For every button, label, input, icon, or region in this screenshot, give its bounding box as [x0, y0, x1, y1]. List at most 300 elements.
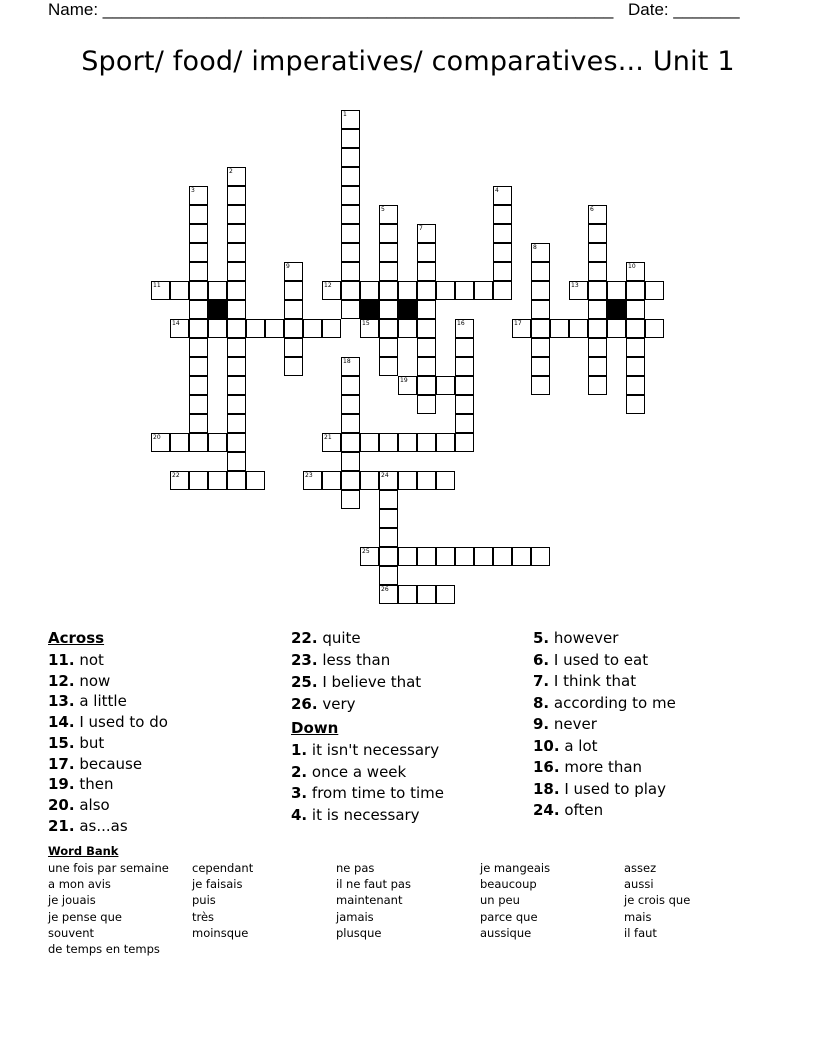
- word-bank-item: parce que: [480, 909, 538, 924]
- grid-cell[interactable]: [588, 243, 607, 262]
- blocked-cell: [398, 300, 417, 319]
- grid-cell[interactable]: [189, 376, 208, 395]
- clue-text: never: [549, 715, 597, 733]
- grid-cell[interactable]: [227, 357, 246, 376]
- grid-cell[interactable]: [227, 205, 246, 224]
- grid-cell[interactable]: [284, 262, 303, 281]
- clue-number: 13.: [48, 692, 75, 711]
- grid-cell[interactable]: [417, 262, 436, 281]
- grid-cell[interactable]: [417, 319, 436, 338]
- cell-number: 15: [362, 320, 370, 327]
- grid-cell[interactable]: [360, 281, 379, 300]
- grid-cell[interactable]: [379, 281, 398, 300]
- grid-cell[interactable]: [436, 433, 455, 452]
- grid-cell[interactable]: [398, 433, 417, 452]
- grid-cell[interactable]: [227, 243, 246, 262]
- grid-cell[interactable]: [379, 300, 398, 319]
- clue-text: as...as: [74, 816, 128, 835]
- clue-item: [533, 651, 648, 669]
- grid-cell[interactable]: [284, 319, 303, 338]
- clue-text: it is necessary: [307, 805, 420, 824]
- grid-cell[interactable]: [341, 148, 360, 167]
- clue-item: [533, 672, 636, 690]
- word-bank-item: je faisais: [192, 877, 243, 892]
- grid-cell[interactable]: [588, 205, 607, 224]
- grid-cell[interactable]: [379, 205, 398, 224]
- grid-cell[interactable]: [607, 319, 626, 338]
- clue-text: a little: [74, 692, 127, 711]
- word-bank-item: souvent: [48, 925, 94, 940]
- grid-cell[interactable]: [493, 281, 512, 300]
- grid-cell[interactable]: [417, 585, 436, 604]
- grid-cell[interactable]: [531, 357, 550, 376]
- grid-cell[interactable]: [588, 338, 607, 357]
- grid-cell[interactable]: [189, 433, 208, 452]
- clue-item: [533, 715, 597, 733]
- clue-item: [533, 694, 676, 712]
- grid-cell[interactable]: [531, 338, 550, 357]
- clue-item: [533, 629, 618, 647]
- grid-cell[interactable]: [189, 186, 208, 205]
- word-bank-item: maintenant: [336, 893, 403, 908]
- clue-item: [48, 672, 110, 690]
- grid-cell[interactable]: [189, 224, 208, 243]
- cell-number: 18: [343, 358, 351, 365]
- grid-cell[interactable]: [626, 338, 645, 357]
- grid-cell[interactable]: [322, 281, 341, 300]
- grid-cell[interactable]: [322, 471, 341, 490]
- grid-cell[interactable]: [341, 452, 360, 471]
- grid-cell[interactable]: [455, 433, 474, 452]
- grid-cell[interactable]: [455, 338, 474, 357]
- clue-number: 22.: [291, 629, 318, 647]
- grid-cell[interactable]: [436, 281, 455, 300]
- grid-cell[interactable]: [474, 281, 493, 300]
- grid-cell[interactable]: [531, 547, 550, 566]
- clue-item: [533, 780, 666, 798]
- grid-cell[interactable]: [341, 281, 360, 300]
- clue-number: 2.: [291, 762, 308, 781]
- cell-number: 20: [153, 434, 161, 441]
- grid-cell[interactable]: [588, 281, 607, 300]
- clue-item: [533, 801, 603, 819]
- grid-cell[interactable]: [379, 509, 398, 528]
- grid-cell[interactable]: [493, 186, 512, 205]
- word-bank-item: il ne faut pas: [336, 877, 411, 892]
- clue-number: 4.: [291, 805, 308, 824]
- grid-cell[interactable]: [455, 376, 474, 395]
- grid-cell[interactable]: [227, 262, 246, 281]
- grid-cell[interactable]: [645, 319, 664, 338]
- grid-cell[interactable]: [227, 338, 246, 357]
- grid-cell[interactable]: [398, 281, 417, 300]
- grid-cell[interactable]: [189, 414, 208, 433]
- grid-cell[interactable]: [284, 281, 303, 300]
- clue-number: 12.: [48, 671, 75, 690]
- grid-cell[interactable]: [360, 471, 379, 490]
- cell-number: 11: [153, 282, 161, 289]
- grid-cell[interactable]: [189, 205, 208, 224]
- clue-number: 7.: [533, 672, 550, 690]
- grid-cell[interactable]: [531, 300, 550, 319]
- grid-cell[interactable]: [189, 395, 208, 414]
- date-field[interactable]: Date: _______: [628, 0, 740, 19]
- clue-text: but: [74, 733, 105, 752]
- grid-cell[interactable]: [531, 376, 550, 395]
- grid-cell[interactable]: [322, 433, 341, 452]
- cell-number: 8: [533, 244, 537, 251]
- clue-item: [291, 784, 444, 802]
- word-bank-item: de temps en temps: [48, 942, 160, 956]
- clue-item: [533, 758, 642, 776]
- clue-number: 24.: [533, 801, 560, 819]
- clue-text: it isn't necessary: [307, 741, 440, 759]
- clue-text: I believe that: [317, 673, 422, 691]
- grid-cell[interactable]: [341, 167, 360, 186]
- grid-cell[interactable]: [170, 433, 189, 452]
- clue-text: according to me: [549, 693, 676, 712]
- grid-cell[interactable]: [417, 224, 436, 243]
- grid-cell[interactable]: [379, 547, 398, 566]
- cell-number: 1: [343, 111, 347, 118]
- grid-cell[interactable]: [341, 205, 360, 224]
- grid-cell[interactable]: [474, 547, 493, 566]
- grid-cell[interactable]: [455, 357, 474, 376]
- clue-item: [48, 651, 104, 669]
- clue-item: [48, 796, 110, 814]
- grid-cell[interactable]: [227, 319, 246, 338]
- grid-cell[interactable]: [379, 224, 398, 243]
- cell-number: 2: [229, 168, 233, 175]
- grid-cell[interactable]: [227, 452, 246, 471]
- clue-text: because: [74, 754, 143, 773]
- grid-cell[interactable]: [189, 319, 208, 338]
- cell-number: 22: [172, 472, 180, 479]
- clue-text: I think that: [549, 672, 637, 690]
- grid-cell[interactable]: [341, 224, 360, 243]
- clue-item: [48, 817, 128, 835]
- cell-number: 12: [324, 282, 332, 289]
- grid-cell[interactable]: [303, 471, 322, 490]
- grid-cell[interactable]: [417, 243, 436, 262]
- grid-cell[interactable]: [512, 319, 531, 338]
- clue-number: 15.: [48, 733, 75, 752]
- grid-cell[interactable]: [170, 281, 189, 300]
- grid-cell[interactable]: [455, 281, 474, 300]
- grid-cell[interactable]: [341, 243, 360, 262]
- grid-cell[interactable]: [341, 110, 360, 129]
- clue-item: [533, 737, 598, 755]
- clue-number: 8.: [533, 693, 550, 712]
- grid-cell[interactable]: [189, 471, 208, 490]
- clue-number: 23.: [291, 651, 318, 669]
- grid-cell[interactable]: [588, 262, 607, 281]
- grid-cell[interactable]: [417, 357, 436, 376]
- cell-number: 3: [191, 187, 195, 194]
- clue-number: 5.: [533, 629, 550, 647]
- grid-cell[interactable]: [493, 205, 512, 224]
- grid-cell[interactable]: [493, 243, 512, 262]
- cell-number: 26: [381, 586, 389, 593]
- grid-cell[interactable]: [455, 395, 474, 414]
- grid-cell[interactable]: [379, 528, 398, 547]
- grid-cell[interactable]: [398, 471, 417, 490]
- grid-cell[interactable]: [246, 471, 265, 490]
- grid-cell[interactable]: [208, 319, 227, 338]
- grid-cell[interactable]: [379, 433, 398, 452]
- word-bank-item: je mangeais: [480, 861, 551, 875]
- clue-item: [291, 651, 390, 669]
- clue-text: I used to eat: [549, 650, 649, 669]
- clue-number: 17.: [48, 754, 75, 773]
- clue-number: 26.: [291, 695, 318, 713]
- grid-cell[interactable]: [588, 319, 607, 338]
- clue-text: less than: [317, 651, 391, 669]
- blocked-cell: [360, 300, 379, 319]
- grid-cell[interactable]: [360, 319, 379, 338]
- word-bank-item: un peu: [480, 893, 520, 908]
- word-bank-item: il faut: [624, 925, 657, 940]
- grid-cell[interactable]: [417, 547, 436, 566]
- grid-cell[interactable]: [151, 433, 170, 452]
- grid-cell[interactable]: [341, 490, 360, 509]
- clue-number: 16.: [533, 758, 560, 776]
- grid-cell[interactable]: [341, 376, 360, 395]
- clue-item: [48, 692, 127, 710]
- grid-cell[interactable]: [417, 471, 436, 490]
- grid-cell[interactable]: [208, 433, 227, 452]
- cell-number: 4: [495, 187, 499, 194]
- grid-cell[interactable]: [626, 300, 645, 319]
- grid-cell[interactable]: [417, 338, 436, 357]
- grid-cell[interactable]: [493, 547, 512, 566]
- grid-cell[interactable]: [360, 433, 379, 452]
- clue-text: very: [317, 695, 356, 713]
- grid-cell[interactable]: [341, 300, 360, 319]
- cell-number: 24: [381, 472, 389, 479]
- grid-cell[interactable]: [398, 585, 417, 604]
- word-bank-item: ne pas: [336, 861, 375, 875]
- grid-cell[interactable]: [379, 490, 398, 509]
- grid-cell[interactable]: [341, 357, 360, 376]
- grid-cell[interactable]: [379, 566, 398, 585]
- grid-cell[interactable]: [379, 319, 398, 338]
- grid-cell[interactable]: [417, 433, 436, 452]
- grid-cell[interactable]: [151, 281, 170, 300]
- grid-cell[interactable]: [284, 300, 303, 319]
- clue-text: a lot: [559, 736, 598, 755]
- grid-cell[interactable]: [588, 224, 607, 243]
- grid-cell[interactable]: [189, 300, 208, 319]
- grid-cell[interactable]: [208, 281, 227, 300]
- clue-item: [291, 806, 420, 824]
- grid-cell[interactable]: [417, 281, 436, 300]
- grid-cell[interactable]: [379, 585, 398, 604]
- word-bank-item: plusque: [336, 925, 382, 940]
- word-bank-item: assez: [624, 861, 657, 875]
- clue-number: 21.: [48, 816, 75, 835]
- grid-cell[interactable]: [417, 300, 436, 319]
- grid-cell[interactable]: [455, 319, 474, 338]
- cell-number: 14: [172, 320, 180, 327]
- grid-cell[interactable]: [398, 319, 417, 338]
- grid-cell[interactable]: [569, 319, 588, 338]
- grid-cell[interactable]: [379, 338, 398, 357]
- grid-cell[interactable]: [379, 262, 398, 281]
- grid-cell[interactable]: [189, 243, 208, 262]
- grid-cell[interactable]: [531, 319, 550, 338]
- grid-cell[interactable]: [379, 357, 398, 376]
- grid-cell[interactable]: [227, 300, 246, 319]
- grid-cell[interactable]: [170, 471, 189, 490]
- grid-cell[interactable]: [588, 300, 607, 319]
- clue-item: [291, 763, 406, 781]
- word-bank-item: je jouais: [48, 893, 96, 908]
- grid-cell[interactable]: [626, 262, 645, 281]
- grid-cell[interactable]: [436, 471, 455, 490]
- name-field[interactable]: Name: ______________________________________________________: [48, 0, 614, 19]
- word-bank-item: a mon avis: [48, 877, 111, 892]
- clue-text: more than: [559, 758, 643, 776]
- grid-cell[interactable]: [284, 357, 303, 376]
- grid-cell[interactable]: [265, 319, 284, 338]
- grid-cell[interactable]: [607, 281, 626, 300]
- clue-number: 18.: [533, 779, 560, 798]
- clue-number: 9.: [533, 715, 550, 733]
- blocked-cell: [208, 300, 227, 319]
- grid-cell[interactable]: [398, 547, 417, 566]
- grid-cell[interactable]: [227, 224, 246, 243]
- grid-cell[interactable]: [341, 414, 360, 433]
- page-title: Sport/ food/ imperatives/ comparatives... Unit 1: [81, 46, 735, 77]
- cell-number: 16: [457, 320, 465, 327]
- grid-cell[interactable]: [436, 547, 455, 566]
- grid-cell[interactable]: [398, 376, 417, 395]
- grid-cell[interactable]: [227, 281, 246, 300]
- grid-cell[interactable]: [322, 319, 341, 338]
- clue-text: also: [74, 795, 110, 814]
- clue-number: 3.: [291, 784, 308, 802]
- grid-cell[interactable]: [493, 224, 512, 243]
- grid-cell[interactable]: [531, 281, 550, 300]
- grid-cell[interactable]: [341, 471, 360, 490]
- cell-number: 13: [571, 282, 579, 289]
- grid-cell[interactable]: [455, 547, 474, 566]
- clue-text: often: [559, 801, 604, 819]
- grid-cell[interactable]: [189, 338, 208, 357]
- grid-cell[interactable]: [626, 395, 645, 414]
- clue-text: I used to do: [74, 713, 168, 732]
- grid-cell[interactable]: [303, 319, 322, 338]
- grid-cell[interactable]: [436, 376, 455, 395]
- grid-cell[interactable]: [645, 281, 664, 300]
- word-bank-item: je pense que: [48, 909, 122, 924]
- down-heading: Down: [291, 719, 339, 737]
- clue-text: quite: [317, 629, 361, 647]
- clue-number: 10.: [533, 736, 560, 755]
- grid-cell[interactable]: [626, 281, 645, 300]
- clue-item: [291, 629, 361, 647]
- grid-cell[interactable]: [189, 262, 208, 281]
- cell-number: 17: [514, 320, 522, 327]
- word-bank-item: cependant: [192, 861, 254, 875]
- grid-cell[interactable]: [341, 262, 360, 281]
- cell-number: 23: [305, 472, 313, 479]
- grid-cell[interactable]: [379, 243, 398, 262]
- grid-cell[interactable]: [512, 547, 531, 566]
- cell-number: 5: [381, 206, 385, 213]
- word-bank-item: puis: [192, 893, 216, 908]
- grid-cell[interactable]: [341, 395, 360, 414]
- grid-cell[interactable]: [626, 376, 645, 395]
- clue-text: from time to time: [307, 784, 444, 802]
- grid-cell[interactable]: [208, 471, 227, 490]
- clue-number: 14.: [48, 713, 75, 732]
- grid-cell[interactable]: [626, 357, 645, 376]
- grid-cell[interactable]: [417, 395, 436, 414]
- clue-item: [48, 734, 104, 752]
- name-date-header: [48, 0, 748, 20]
- grid-cell[interactable]: [246, 319, 265, 338]
- clue-number: 11.: [48, 651, 75, 669]
- grid-cell[interactable]: [227, 395, 246, 414]
- grid-cell[interactable]: [455, 414, 474, 433]
- grid-cell[interactable]: [569, 281, 588, 300]
- grid-cell[interactable]: [227, 186, 246, 205]
- cell-number: 7: [419, 225, 423, 232]
- clue-item: [291, 741, 439, 759]
- grid-cell[interactable]: [493, 262, 512, 281]
- grid-cell[interactable]: [531, 262, 550, 281]
- word-bank-item: moinsque: [192, 925, 249, 940]
- grid-cell[interactable]: [341, 129, 360, 148]
- clue-text: I used to play: [559, 779, 666, 798]
- word-bank-item: beaucoup: [480, 877, 537, 892]
- grid-cell[interactable]: [170, 319, 189, 338]
- grid-cell[interactable]: [588, 357, 607, 376]
- grid-cell[interactable]: [227, 471, 246, 490]
- cell-number: 9: [286, 263, 290, 270]
- grid-cell[interactable]: [341, 433, 360, 452]
- grid-cell[interactable]: [626, 319, 645, 338]
- grid-cell[interactable]: [284, 338, 303, 357]
- word-bank-item: jamais: [336, 909, 374, 924]
- cell-number: 19: [400, 377, 408, 384]
- grid-cell[interactable]: [360, 547, 379, 566]
- grid-cell[interactable]: [189, 357, 208, 376]
- grid-cell[interactable]: [189, 281, 208, 300]
- grid-cell[interactable]: [227, 414, 246, 433]
- word-bank-item: aussique: [480, 925, 532, 940]
- grid-cell[interactable]: [531, 243, 550, 262]
- grid-cell[interactable]: [379, 471, 398, 490]
- grid-cell[interactable]: [227, 167, 246, 186]
- grid-cell[interactable]: [417, 376, 436, 395]
- grid-cell[interactable]: [227, 376, 246, 395]
- word-bank-item: aussi: [624, 877, 654, 892]
- clue-text: now: [74, 671, 111, 690]
- grid-cell[interactable]: [436, 585, 455, 604]
- word-bank-item: je crois que: [624, 893, 691, 908]
- clue-text: not: [74, 651, 104, 669]
- clue-item: [48, 713, 168, 731]
- grid-cell[interactable]: [341, 186, 360, 205]
- cell-number: 10: [628, 263, 636, 270]
- grid-cell[interactable]: [550, 319, 569, 338]
- grid-cell[interactable]: [588, 376, 607, 395]
- word-bank-heading: Word Bank: [48, 844, 119, 858]
- grid-cell[interactable]: [227, 433, 246, 452]
